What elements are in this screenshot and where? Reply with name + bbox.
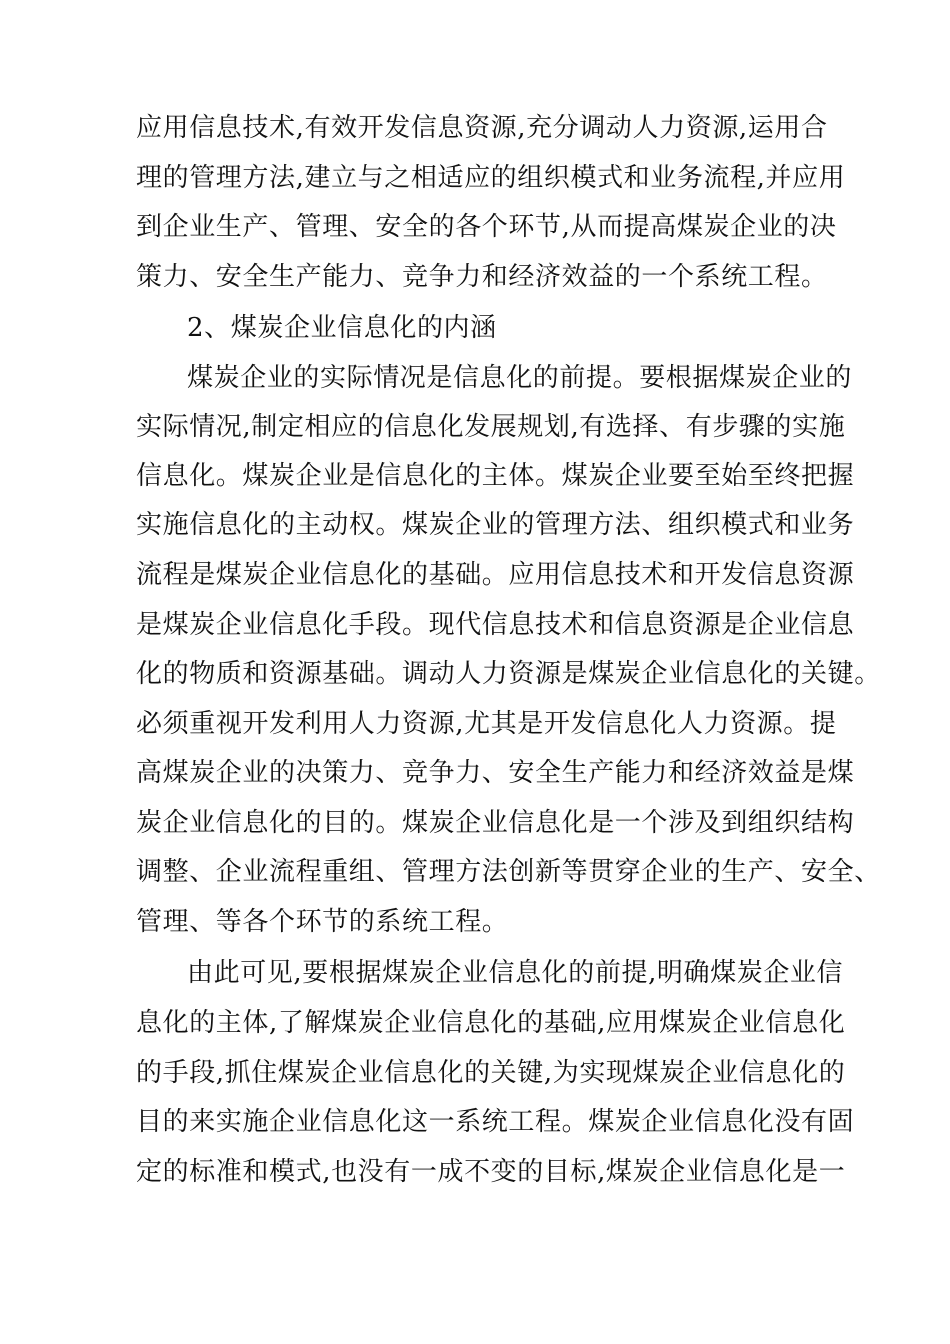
text-line: 理的管理方法,建立与之相适应的组织模式和业务流程,并应用 [136,163,846,193]
text-line: 的手段,抓住煤炭企业信息化的关键,为实现煤炭企业信息化的 [136,1058,846,1088]
text-line: 应用信息技术,有效开发信息资源,充分调动人力资源,运用合 [136,113,828,143]
text-line: 息化的主体,了解煤炭企业信息化的基础,应用煤炭企业信息化 [136,1008,846,1038]
text-line: 炭企业信息化的目的。煤炭企业信息化是一个涉及到组织结构 [136,808,855,838]
text-line: 到企业生产、管理、安全的各个环节,从而提高煤炭企业的决 [136,212,837,242]
text-line: 煤炭企业的实际情况是信息化的前提。要根据煤炭企业的 [187,363,853,393]
section-heading: 2、煤炭企业信息化的内涵 [187,313,497,343]
text-line: 必须重视开发利用人力资源,尤其是开发信息化人力资源。提 [136,709,837,739]
text-line: 流程是煤炭企业信息化的基础。应用信息技术和开发信息资源 [136,560,855,590]
text-line: 实际情况,制定相应的信息化发展规划,有选择、有步骤的实施 [136,412,846,442]
text-line: 化的物质和资源基础。调动人力资源是煤炭企业信息化的关键。 [136,659,881,689]
text-line: 调整、企业流程重组、管理方法创新等贯穿企业的生产、安全、 [136,857,881,887]
text-line: 高煤炭企业的决策力、竞争力、安全生产能力和经济效益是煤 [136,758,855,788]
text-line: 目的来实施企业信息化这一系统工程。煤炭企业信息化没有固 [136,1107,855,1137]
text-line: 是煤炭企业信息化手段。现代信息技术和信息资源是企业信息 [136,610,855,640]
text-line: 实施信息化的主动权。煤炭企业的管理方法、组织模式和业务 [136,510,855,540]
text-line: 信息化。煤炭企业是信息化的主体。煤炭企业要至始至终把握 [136,461,855,491]
text-line: 定的标准和模式,也没有一成不变的目标,煤炭企业信息化是一 [136,1157,846,1187]
text-line: 策力、安全生产能力、竞争力和经济效益的一个系统工程。 [136,262,828,292]
text-line: 管理、等各个环节的系统工程。 [136,907,509,937]
text-line: 由此可见,要根据煤炭企业信息化的前提,明确煤炭企业信 [187,958,844,988]
